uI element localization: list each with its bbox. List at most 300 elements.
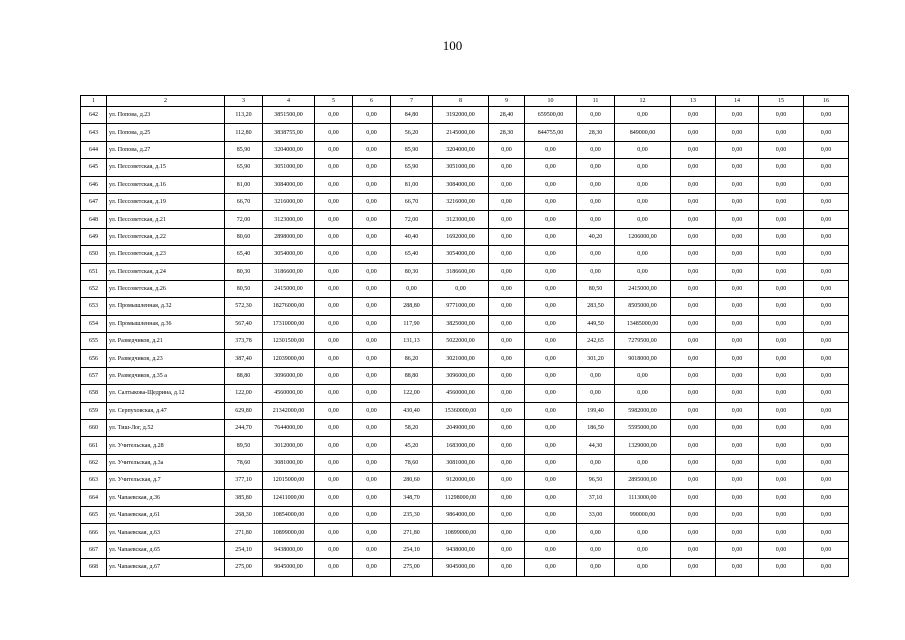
table-cell: 81,00 (225, 176, 263, 193)
table-cell: 0,00 (353, 298, 391, 315)
page-number: 100 (442, 38, 463, 53)
table-cell: 0,00 (671, 524, 716, 541)
table-cell: 0,00 (525, 228, 577, 245)
table-cell: 5982000,00 (615, 402, 671, 419)
table-cell: 3838755,00 (263, 124, 315, 141)
table-cell: 0,00 (671, 107, 716, 124)
table-cell: 7644000,00 (263, 420, 315, 437)
table-cell: 0,00 (759, 437, 804, 454)
header-cell: 7 (391, 96, 433, 107)
table-cell: 0,00 (525, 437, 577, 454)
table-cell: 65,40 (225, 246, 263, 263)
table-cell: 0,00 (615, 211, 671, 228)
address-cell: ул. Серпуховская, д.47 (107, 402, 225, 419)
table-cell: 0,00 (716, 420, 759, 437)
table-cell: 430,40 (391, 402, 433, 419)
table-row (81, 559, 849, 576)
table-cell: 0,00 (804, 506, 849, 523)
table-cell: 651 (81, 263, 107, 280)
header-cell: 8 (433, 96, 489, 107)
table-cell: 0,00 (716, 489, 759, 506)
table-cell: 80,30 (225, 263, 263, 280)
table-cell: 0,00 (716, 228, 759, 245)
table-cell: 0,00 (315, 211, 353, 228)
table-cell: 0,00 (759, 472, 804, 489)
table-cell: 0,00 (489, 263, 525, 280)
table-cell: 0,00 (315, 280, 353, 297)
table-cell: 0,00 (433, 280, 489, 297)
table-cell: 17310000,00 (263, 315, 315, 332)
table-cell: 0,00 (716, 350, 759, 367)
table-cell: 3851500,00 (263, 107, 315, 124)
table-cell: 3021000,00 (433, 350, 489, 367)
table-cell: 88,80 (225, 367, 263, 384)
table-cell: 0,00 (315, 454, 353, 471)
address-cell: ул. Чапаевская, д.61 (107, 506, 225, 523)
table-cell: 88,80 (391, 367, 433, 384)
table-cell: 0,00 (671, 159, 716, 176)
table-row (81, 437, 849, 454)
table-cell: 3084000,00 (433, 176, 489, 193)
table-cell: 567,40 (225, 315, 263, 332)
data-table (80, 95, 849, 577)
table-cell: 0,00 (671, 437, 716, 454)
table-cell: 0,00 (804, 107, 849, 124)
table-cell: 0,00 (759, 315, 804, 332)
table-cell: 28,30 (577, 124, 615, 141)
address-cell: ул. Промышленная, д.32 (107, 298, 225, 315)
table-cell: 652 (81, 280, 107, 297)
table-cell: 10899000,00 (263, 524, 315, 541)
table-cell: 268,30 (225, 506, 263, 523)
table-cell: 667 (81, 541, 107, 558)
table-cell: 0,00 (759, 193, 804, 210)
table-cell: 0,00 (716, 454, 759, 471)
table-cell: 0,00 (315, 263, 353, 280)
table-cell: 0,00 (577, 454, 615, 471)
table-cell: 199,40 (577, 402, 615, 419)
table-cell: 0,00 (804, 211, 849, 228)
table-cell: 0,00 (525, 141, 577, 158)
table-cell: 0,00 (353, 367, 391, 384)
table-cell: 3084000,00 (263, 176, 315, 193)
table-cell: 3216000,00 (433, 193, 489, 210)
table-cell: 122,00 (391, 385, 433, 402)
table-cell: 0,00 (615, 141, 671, 158)
table-cell: 1683000,00 (433, 437, 489, 454)
table-cell: 0,00 (716, 524, 759, 541)
address-cell: ул. Разведчиков, д.35 а (107, 367, 225, 384)
table-cell: 0,00 (716, 402, 759, 419)
table-cell: 666 (81, 524, 107, 541)
table-cell: 0,00 (489, 524, 525, 541)
table-cell: 0,00 (716, 315, 759, 332)
table-cell: 301,20 (577, 350, 615, 367)
table-cell: 0,00 (489, 280, 525, 297)
table-cell: 0,00 (759, 367, 804, 384)
table-cell: 0,00 (759, 176, 804, 193)
table-cell: 0,00 (759, 524, 804, 541)
table-cell: 0,00 (577, 385, 615, 402)
table-cell: 377,10 (225, 472, 263, 489)
table-cell: 0,00 (315, 402, 353, 419)
table-cell: 0,00 (716, 367, 759, 384)
table-cell: 0,00 (315, 524, 353, 541)
table-cell: 9018000,00 (615, 350, 671, 367)
table-cell: 0,00 (353, 454, 391, 471)
table-cell: 0,00 (525, 211, 577, 228)
table-cell: 0,00 (353, 559, 391, 576)
table-row (81, 333, 849, 350)
table-cell: 0,00 (353, 350, 391, 367)
table-cell: 0,00 (804, 280, 849, 297)
table-cell: 18276000,00 (263, 298, 315, 315)
table-cell: 0,00 (615, 559, 671, 576)
table-cell: 0,00 (716, 176, 759, 193)
table-cell: 0,00 (489, 159, 525, 176)
table-cell: 0,00 (577, 246, 615, 263)
table-cell: 0,00 (615, 454, 671, 471)
table-cell: 0,00 (489, 472, 525, 489)
table-cell: 11298000,00 (433, 489, 489, 506)
table-cell: 0,00 (804, 193, 849, 210)
table-row (81, 280, 849, 297)
table-cell: 3186600,00 (263, 263, 315, 280)
table-cell: 0,00 (615, 367, 671, 384)
table-cell: 0,00 (315, 124, 353, 141)
table-row (81, 159, 849, 176)
table-row (81, 228, 849, 245)
table-cell: 3051000,00 (433, 159, 489, 176)
table-cell: 0,00 (489, 489, 525, 506)
table-cell: 65,40 (391, 246, 433, 263)
table-cell: 0,00 (671, 333, 716, 350)
address-cell: ул. Пессоветская, д.22 (107, 228, 225, 245)
table-cell: 3096000,00 (433, 367, 489, 384)
table-cell: 0,00 (525, 176, 577, 193)
table-cell: 0,00 (489, 559, 525, 576)
table-cell: 642 (81, 107, 107, 124)
table-cell: 0,00 (391, 280, 433, 297)
table-row (81, 541, 849, 558)
table-cell: 0,00 (804, 315, 849, 332)
table-cell: 15360000,00 (433, 402, 489, 419)
table-cell: 0,00 (315, 141, 353, 158)
table-cell: 0,00 (716, 385, 759, 402)
table-row (81, 141, 849, 158)
table-cell: 0,00 (315, 472, 353, 489)
table-cell: 0,00 (671, 211, 716, 228)
table-cell: 653 (81, 298, 107, 315)
table-cell: 0,00 (671, 420, 716, 437)
table-cell: 0,00 (353, 437, 391, 454)
table-cell: 1206000,00 (615, 228, 671, 245)
address-cell: ул. Разведчиков, д.21 (107, 333, 225, 350)
table-cell: 37,10 (577, 489, 615, 506)
table-cell: 646 (81, 176, 107, 193)
table-cell: 0,00 (577, 159, 615, 176)
table-cell: 0,00 (489, 298, 525, 315)
table-cell: 0,00 (353, 315, 391, 332)
table-cell: 0,00 (671, 489, 716, 506)
table-cell: 0,00 (615, 176, 671, 193)
table-row (81, 506, 849, 523)
table-cell: 0,00 (804, 489, 849, 506)
table-cell: 0,00 (759, 263, 804, 280)
table-cell: 0,00 (804, 298, 849, 315)
table-cell: 644 (81, 141, 107, 158)
table-cell: 662 (81, 454, 107, 471)
table-cell: 0,00 (759, 350, 804, 367)
table-cell: 0,00 (525, 367, 577, 384)
table-cell: 645 (81, 159, 107, 176)
table-cell: 348,70 (391, 489, 433, 506)
table-cell: 13485000,00 (615, 315, 671, 332)
table-cell: 235,30 (391, 506, 433, 523)
header-cell: 16 (804, 96, 849, 107)
table-cell: 96,50 (577, 472, 615, 489)
table-cell: 0,00 (716, 193, 759, 210)
table-cell: 3096000,00 (263, 367, 315, 384)
header-cell: 5 (315, 96, 353, 107)
address-cell: ул. Промышленная, д.36 (107, 315, 225, 332)
table-cell: 0,00 (804, 350, 849, 367)
table-cell: 0,00 (315, 559, 353, 576)
address-cell: ул. Учительская, д.28 (107, 437, 225, 454)
table-cell: 0,00 (759, 124, 804, 141)
table-cell: 648 (81, 211, 107, 228)
table-cell: 78,60 (225, 454, 263, 471)
table-row (81, 211, 849, 228)
table-cell: 0,00 (716, 298, 759, 315)
table-cell: 658 (81, 385, 107, 402)
table-cell: 5022000,00 (433, 333, 489, 350)
table-cell: 0,00 (525, 263, 577, 280)
table-cell: 0,00 (525, 385, 577, 402)
address-cell: ул. Учительская, д.3а (107, 454, 225, 471)
table-cell: 664 (81, 489, 107, 506)
table-cell: 0,00 (489, 506, 525, 523)
table-cell: 0,00 (315, 350, 353, 367)
header-cell: 1 (81, 96, 107, 107)
table-cell: 0,00 (315, 437, 353, 454)
table-cell: 0,00 (315, 333, 353, 350)
address-cell: ул. Чапаевская, д.36 (107, 489, 225, 506)
table-cell: 33,00 (577, 506, 615, 523)
table-cell: 650 (81, 246, 107, 263)
table-cell: 0,00 (353, 420, 391, 437)
table-cell: 0,00 (525, 420, 577, 437)
table-cell: 0,00 (353, 472, 391, 489)
table-cell: 0,00 (353, 263, 391, 280)
table-row (81, 524, 849, 541)
table-cell: 0,00 (577, 263, 615, 280)
table-cell: 0,00 (577, 193, 615, 210)
table-cell: 656 (81, 350, 107, 367)
table-cell: 0,00 (804, 402, 849, 419)
table-row (81, 263, 849, 280)
table-cell: 0,00 (315, 193, 353, 210)
table-cell: 186,50 (577, 420, 615, 437)
table-cell: 0,00 (804, 385, 849, 402)
table-cell: 10854000,00 (263, 506, 315, 523)
table-row (81, 246, 849, 263)
table-cell: 990000,00 (615, 506, 671, 523)
table-cell: 0,00 (615, 246, 671, 263)
table-cell: 0,00 (525, 350, 577, 367)
table-cell: 654 (81, 315, 107, 332)
address-cell: ул. Пессоветская, д.24 (107, 263, 225, 280)
table-cell: 0,00 (671, 263, 716, 280)
table-cell: 0,00 (525, 315, 577, 332)
table-cell: 3081000,00 (433, 454, 489, 471)
table-cell: 0,00 (716, 141, 759, 158)
table-cell: 0,00 (577, 211, 615, 228)
table-cell: 0,00 (577, 107, 615, 124)
table-cell: 7279500,00 (615, 333, 671, 350)
table-cell: 86,20 (391, 350, 433, 367)
table-cell: 0,00 (716, 280, 759, 297)
table-cell: 288,80 (391, 298, 433, 315)
table-cell: 85,90 (225, 141, 263, 158)
address-cell: ул. Учительская, д.7 (107, 472, 225, 489)
table-cell: 56,20 (391, 124, 433, 141)
table-cell: 28,30 (489, 124, 525, 141)
address-cell: ул. Чапаевская, д.65 (107, 541, 225, 558)
table-cell: 3012000,00 (263, 437, 315, 454)
table-cell: 660 (81, 420, 107, 437)
table-cell: 0,00 (804, 333, 849, 350)
table-cell: 80,60 (225, 228, 263, 245)
table-cell: 0,00 (315, 246, 353, 263)
table-cell: 0,00 (716, 437, 759, 454)
table-cell: 1329000,00 (615, 437, 671, 454)
table-row (81, 402, 849, 419)
table-cell: 65,90 (225, 159, 263, 176)
table-row (81, 472, 849, 489)
table-cell: 0,00 (353, 489, 391, 506)
table-cell: 373,78 (225, 333, 263, 350)
table-cell: 0,00 (716, 263, 759, 280)
table-cell: 0,00 (804, 141, 849, 158)
table-cell: 0,00 (525, 454, 577, 471)
table-row (81, 350, 849, 367)
table-cell: 0,00 (615, 541, 671, 558)
table-cell: 0,00 (804, 263, 849, 280)
table-cell: 0,00 (759, 420, 804, 437)
table-row (81, 367, 849, 384)
table-cell: 0,00 (525, 489, 577, 506)
table-cell: 0,00 (671, 124, 716, 141)
table-cell: 84,80 (391, 107, 433, 124)
table-cell: 0,00 (577, 541, 615, 558)
table-cell: 0,00 (353, 141, 391, 158)
table-cell: 0,00 (525, 472, 577, 489)
table-cell: 80,50 (577, 280, 615, 297)
table-cell: 0,00 (577, 176, 615, 193)
address-cell: ул. Пессоветская, д.16 (107, 176, 225, 193)
table-cell: 254,10 (391, 541, 433, 558)
table-cell: 0,00 (671, 228, 716, 245)
table-row (81, 315, 849, 332)
table-cell: 271,80 (225, 524, 263, 541)
table-cell: 449,50 (577, 315, 615, 332)
table-row (81, 124, 849, 141)
table-cell: 0,00 (353, 107, 391, 124)
table-cell: 10899000,00 (433, 524, 489, 541)
table-cell: 0,00 (671, 176, 716, 193)
table-cell: 0,00 (353, 159, 391, 176)
table-cell: 0,00 (315, 367, 353, 384)
table-row (81, 193, 849, 210)
table-cell: 2145000,00 (433, 124, 489, 141)
table-cell: 66,70 (391, 193, 433, 210)
table-cell: 0,00 (716, 107, 759, 124)
table-cell: 2895000,00 (615, 472, 671, 489)
header-cell: 15 (759, 96, 804, 107)
table-cell: 0,00 (804, 454, 849, 471)
table-cell: 0,00 (759, 402, 804, 419)
table-cell: 3051000,00 (263, 159, 315, 176)
table-cell: 28,40 (489, 107, 525, 124)
table-cell: 3123000,00 (263, 211, 315, 228)
table-cell: 0,00 (489, 228, 525, 245)
table-cell: 9771000,00 (433, 298, 489, 315)
table-cell: 21342000,00 (263, 402, 315, 419)
table-row (81, 385, 849, 402)
address-cell: ул. Попова, д.27 (107, 141, 225, 158)
table-cell: 0,00 (525, 541, 577, 558)
table-cell: 0,00 (315, 107, 353, 124)
table-cell: 0,00 (489, 402, 525, 419)
table-cell: 0,00 (525, 559, 577, 576)
table-cell: 4560000,00 (433, 385, 489, 402)
address-cell: ул. Пессоветская, д.19 (107, 193, 225, 210)
table-cell: 122,00 (225, 385, 263, 402)
address-cell: ул. Чапаевская, д.63 (107, 524, 225, 541)
header-cell: 13 (671, 96, 716, 107)
table-cell: 0,00 (489, 350, 525, 367)
table-cell: 0,00 (315, 541, 353, 558)
table-cell: 0,00 (804, 367, 849, 384)
address-cell: ул. Пессоветская, д.23 (107, 246, 225, 263)
table-row (81, 454, 849, 471)
table-cell: 3204000,00 (263, 141, 315, 158)
table-cell: 0,00 (577, 141, 615, 158)
table-cell: 89,50 (225, 437, 263, 454)
table-cell: 0,00 (716, 246, 759, 263)
table-cell: 3123000,00 (433, 211, 489, 228)
table-cell: 3192000,00 (433, 107, 489, 124)
table-cell: 0,00 (353, 193, 391, 210)
table-cell: 0,00 (671, 193, 716, 210)
header-cell: 6 (353, 96, 391, 107)
table-cell: 8505000,00 (615, 298, 671, 315)
table-cell: 0,00 (353, 541, 391, 558)
table-cell: 0,00 (489, 385, 525, 402)
header-cell: 3 (225, 96, 263, 107)
table-cell: 0,00 (671, 402, 716, 419)
table-cell: 0,00 (489, 437, 525, 454)
table-cell: 0,00 (716, 559, 759, 576)
table-cell: 0,00 (353, 228, 391, 245)
table-cell: 280,60 (391, 472, 433, 489)
table-cell: 0,00 (615, 159, 671, 176)
table-cell: 2049000,00 (433, 420, 489, 437)
table-cell: 3825000,00 (433, 315, 489, 332)
table-cell: 0,00 (671, 246, 716, 263)
table-cell: 629,80 (225, 402, 263, 419)
